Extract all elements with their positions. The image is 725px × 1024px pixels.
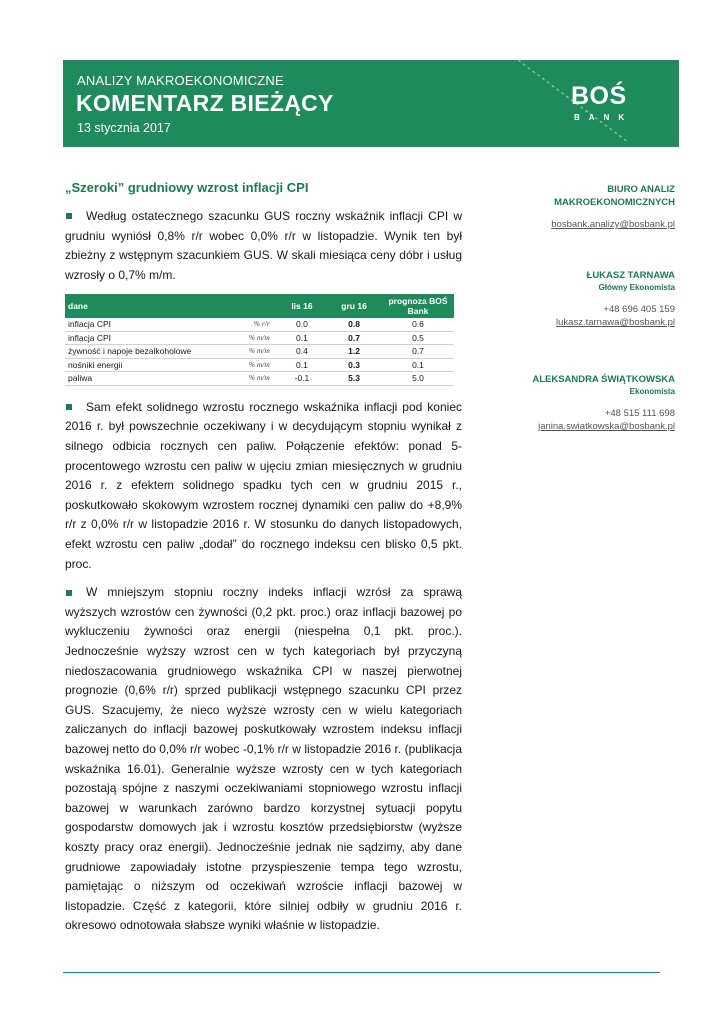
paragraph-1: Według ostatecznego szacunku GUS roczny wskaźnik inflacji CPI w grudniu wyniósł 0,8% r/r wobec 0,0% r/r w listopadzie. Wynik ten był zbieżny z wstępnym szacunkiem GUS. W skali miesiąca ceny dóbr i usług wzrosły o 0,7% m/m. [65, 209, 462, 282]
logo-sub-text: BANK [574, 113, 634, 122]
contact-phone: +48 515 111 698 [604, 408, 675, 419]
table-header-gru16: gru 16 [326, 294, 382, 318]
table-header-row [65, 294, 454, 318]
row-lis: 0.1 [278, 331, 326, 345]
contact-email-link[interactable]: lukasz.tarnawa@bosbank.pl [556, 317, 675, 328]
contact-sidebar [500, 183, 675, 433]
inflation-data-table [65, 294, 454, 386]
row-gru: 5.3 [326, 372, 382, 386]
article-body [65, 180, 462, 945]
row-prog: 5.0 [382, 372, 454, 386]
table-header-lis16: lis 16 [278, 294, 326, 318]
row-label: inflacja CPI [65, 331, 221, 345]
table-row [65, 345, 454, 359]
contact-role: Główny Ekonomista [598, 283, 675, 292]
table-row [65, 331, 454, 345]
contact-email-link[interactable]: janina.swiatkowska@bosbank.pl [538, 421, 675, 432]
row-lis: 0.1 [278, 358, 326, 372]
bos-bank-logo [571, 82, 647, 126]
row-label: nośniki energii [65, 358, 221, 372]
header-title: KOMENTARZ BIEŻĄCY [76, 90, 334, 116]
row-label: paliwa [65, 372, 221, 386]
table-header-prognoza: prognoza BOŚ Bank [382, 294, 454, 318]
bullet-square-icon [66, 590, 72, 596]
row-gru: 1.2 [326, 345, 382, 359]
article-title: „Szeroki” grudniowy wzrost inflacji CPI [65, 180, 309, 195]
table-row [65, 358, 454, 372]
logo-main-text: BOŚ [571, 82, 627, 110]
paragraph-2: Sam efekt solidnego wzrostu rocznego wskaźnika inflacji pod koniec 2016 r. był powszechnie oczekiwany i w decydującym stopniu wynikał z silnego odbicia rocznych cen paliw. Połączenie efektów: ponad 5-procentowego wzrostu cen paliw w ujęciu zmian miesięcznych w grudniu 2016 r. z efektem solidnego spadku tych cen w grudniu 2015 r., poskutkowało skokowym wzrostem rocznej dynamiki cen paliw do +8,9% r/r z 0,0% r/r w listopadzie 2016 r. W stosunku do danych listopadowych, efekt wzrostu cen paliw „dodał” do rocznego indeksu cen blisko 0,5 pkt. proc. [65, 399, 462, 571]
contact-name: ALEKSANDRA ŚWIĄTKOWSKA [532, 374, 675, 385]
contact-role: Ekonomista [629, 387, 675, 396]
header-supertitle: ANALIZY MAKROEKONOMICZNE [77, 73, 284, 88]
paragraph-3: W mniejszym stopniu roczny indeks inflacji wzrósł za sprawą wyższych wzrostów cen żywności (0,2 pkt. proc.) oraz inflacji bazowej po wykluczeniu żywności oraz energii (niespełna 0,1 pkt. proc.). Jednocześnie wyższy wzrost cen w tych kategoriach był przyczyną niedoszacowania grudniowego wskaźnika CPI w naszej pierwotnej prognozie (0,6% r/r) sprzed publikacji wstępnego szacunku CPI przez GUS. Szacujemy, że nieco wyższe wzrosty cen w wielu kategoriach zaliczanych do inflacji bazowej poskutkowały wzrostem indeksu inflacji bazowej netto do 0,0% r/r wobec -0,1% r/r w listopadzie 2016 r. (publikacja wskaźnika 16.01). Generalnie wyższe wzrosty cen w tych kategoriach pozostają spójne z naszymi oczekiwaniami stopniowego wzrostu inflacji bazowej w warunkach zarówno bardzo korzystnej sytuacji popytu gospodarstw domowych jak i wzrostu kosztów przedsiębiorstw (wyższe koszty pracy oraz energii). Jednocześnie jednak nie sądzimy, aby dane grudniowe zapowiadały istotne przyspieszenie tempa tego wzrostu, pamiętając o niższym od oczekiwań wzroście inflacji bazowej w listopadzie. Część z kategorii, które silniej odbiły w grudniu 2016 r. okresowo odnotowała słabsze wyniki właśnie w listopadzie. [65, 585, 462, 933]
bullet-square-icon [66, 213, 72, 219]
header-date: 13 stycznia 2017 [77, 121, 171, 135]
row-lis: 0.0 [278, 318, 326, 331]
footer-divider [63, 972, 660, 973]
table-row [65, 318, 454, 331]
department-email-link[interactable]: bosbank.analizy@bosbank.pl [551, 219, 675, 230]
row-gru: 0.7 [326, 331, 382, 345]
row-lis: 0.4 [278, 345, 326, 359]
row-unit: % m/m [221, 331, 278, 345]
row-lis: -0.1 [278, 372, 326, 386]
contact-phone: +48 696 405 159 [603, 304, 675, 315]
row-prog: 0.6 [382, 318, 454, 331]
department-name-line2: MAKROEKONOMICZNYCH [554, 197, 675, 208]
row-prog: 0.7 [382, 345, 454, 359]
report-header [63, 60, 679, 147]
table-header-dane: dane [65, 294, 278, 318]
row-unit: % m/m [221, 372, 278, 386]
row-label: inflacja CPI [65, 318, 221, 331]
row-prog: 0.1 [382, 358, 454, 372]
row-unit: % r/r [221, 318, 278, 331]
table-row [65, 372, 454, 386]
contact-name: ŁUKASZ TARNAWA [586, 270, 675, 281]
row-gru: 0.8 [326, 318, 382, 331]
row-prog: 0.5 [382, 331, 454, 345]
department-name-line1: BIURO ANALIZ [607, 184, 675, 195]
row-unit: % m/m [221, 345, 278, 359]
bullet-square-icon [66, 404, 72, 410]
row-label: żywność i napoje bezalkoholowe [65, 345, 221, 359]
row-unit: % m/m [221, 358, 278, 372]
row-gru: 0.3 [326, 358, 382, 372]
